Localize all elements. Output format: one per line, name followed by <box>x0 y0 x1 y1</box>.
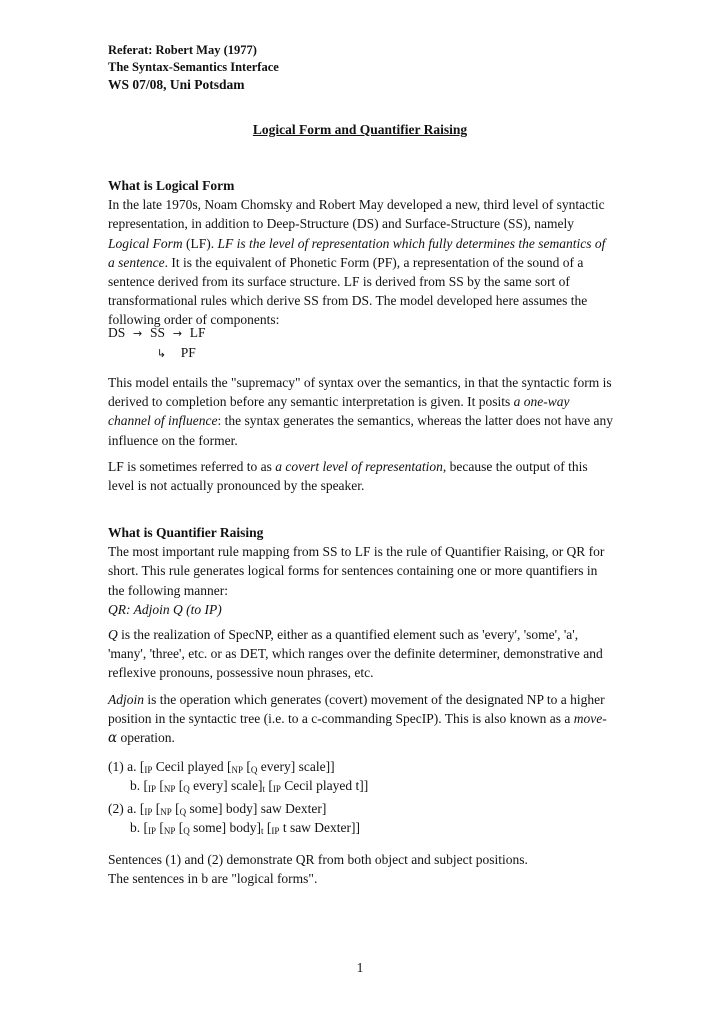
italic-text: a one-way channel of influence <box>108 394 570 429</box>
text: [ <box>143 820 148 835</box>
italic-text: Q <box>108 627 118 642</box>
subscript: Q <box>183 826 190 836</box>
text: : the syntax generates the semantics, whereas the latter does not have any influence on the former. <box>108 413 613 448</box>
text-line: Sentences (1) and (2) demonstrate QR from both object and subject positions. <box>108 852 528 867</box>
pf-label: PF <box>180 345 196 361</box>
subscript: NP <box>231 765 243 775</box>
paragraph <box>108 373 614 450</box>
section-quantifier-raising <box>108 523 614 619</box>
subscript: t <box>261 826 264 836</box>
header-line-2: The Syntax-Semantics Interface <box>108 60 279 74</box>
text: [ <box>265 778 273 793</box>
text: Cecil played [ <box>152 759 232 774</box>
ds-label: DS <box>108 325 126 340</box>
text: some] body] saw Dexter] <box>186 801 327 816</box>
text: . It is the equivalent of Phonetic Form (PF), a representation of the sound of a sentence derived from its surface structure. LF is derived from SS by the same sort of transformational rules which derive SS from DS. The model developed here assumes the following order of components: <box>108 254 588 328</box>
paragraph <box>108 690 614 749</box>
subscript: t <box>262 784 265 794</box>
page-number: 1 <box>356 960 364 975</box>
subscript: IP <box>271 826 280 836</box>
flow-row-2 <box>108 343 206 363</box>
text: [ <box>156 778 164 793</box>
example-1b <box>130 776 368 795</box>
paragraph: The most important rule mapping from SS to LF is the rule of Quantifier Raising, or QR for short. This rule generates logical forms for sentences containing one or more quantifiers in the following manner: <box>108 544 605 598</box>
text: [ <box>156 820 164 835</box>
flow-row-1 <box>108 323 206 343</box>
section-heading: What is Quantifier Raising <box>108 525 264 540</box>
document-title: Logical Form and Quantifier Raising <box>252 122 468 137</box>
text: is the realization of SpecNP, either as a quantified element such as 'every', 'some', 'a', 'many', 'three', etc. or as DET, which ranges over the definite determiner, demonstrative and reflexive pronouns, possessive noun phrases, etc. <box>108 627 603 681</box>
text: some] body] <box>189 820 262 835</box>
example-2b <box>130 818 360 837</box>
text: LF is sometimes referred to as <box>108 459 276 474</box>
header-line-3: WS 07/08, Uni Potsdam <box>108 77 245 92</box>
text: [ <box>143 778 148 793</box>
example-number: (1) a. <box>108 759 140 774</box>
example-number: b. <box>130 820 144 835</box>
subscript: Q <box>179 807 187 817</box>
example-1a <box>108 757 335 776</box>
alpha-symbol: α <box>108 730 118 747</box>
paragraph <box>108 195 614 329</box>
arrow-right-icon: → <box>133 327 143 340</box>
ss-label: SS <box>150 325 166 340</box>
italic-text: Adjoin <box>108 692 144 707</box>
paragraph <box>108 457 614 495</box>
subscript: IP <box>272 784 281 794</box>
italic-text: Logical Form <box>108 235 183 251</box>
text: every] scale] <box>189 778 263 793</box>
text: [ <box>152 801 161 816</box>
closing-paragraph <box>108 850 614 888</box>
text: t saw Dexter]] <box>279 820 361 835</box>
example-2a <box>108 799 326 818</box>
text: Cecil played t]] <box>280 778 369 793</box>
subscript: Q <box>183 784 190 794</box>
text: This model entails the "supremacy" of syntax over the semantics, in that the syntactic form is derived to completion before any semantic interpretation is given. It posits <box>108 375 612 410</box>
subscript: NP <box>160 807 172 817</box>
subscript: IP <box>148 826 157 836</box>
italic-text: LF is the level of representation which fully determines the semantics of a sentence <box>108 235 606 270</box>
text: In the late 1970s, Noam Chomsky and Robert May developed a new, third level of syntactic representation, in addition to Deep-Structure (DS) and Surface-Structure (SS), namely <box>108 197 605 232</box>
text: [ <box>171 801 180 816</box>
header-line-1: Referat: Robert May (1977) <box>108 43 257 57</box>
subscript: IP <box>144 807 153 817</box>
text: is the operation which generates (covert) movement of the designated NP to a higher position in the syntactic tree (i.e. to a c-commanding SpecIP). This is also known as a <box>108 692 605 727</box>
text: every] scale]] <box>257 759 335 774</box>
section-heading: What is Logical Form <box>108 178 235 193</box>
text: [ <box>263 820 272 835</box>
arrow-down-right-icon: ↳ <box>156 347 166 361</box>
text: , because the output of this level is not actually pronounced by the speaker. <box>108 459 588 494</box>
italic-text: move- <box>573 711 607 727</box>
arrow-right-icon: → <box>172 327 183 340</box>
section-logical-form <box>108 176 614 330</box>
text: operation. <box>117 730 175 746</box>
text: [ <box>243 759 251 774</box>
text: [ <box>139 759 145 774</box>
subscript: Q <box>250 765 258 775</box>
component-order-diagram <box>108 323 206 363</box>
example-number: (2) a. <box>108 801 140 816</box>
subscript: NP <box>163 784 176 794</box>
text: [ <box>175 820 184 835</box>
text: [ <box>175 778 184 793</box>
subscript: IP <box>144 765 153 775</box>
text-line: The sentences in b are "logical forms". <box>108 871 318 887</box>
paragraph <box>108 625 614 683</box>
subscript: NP <box>163 826 176 836</box>
text: [ <box>139 801 145 816</box>
qr-rule: QR: Adjoin Q (to IP) <box>108 601 222 617</box>
example-number: b. <box>130 778 144 793</box>
subscript: IP <box>148 784 157 794</box>
document-header <box>108 42 279 93</box>
italic-text: a covert level of representation <box>275 459 443 474</box>
text: (LF). <box>182 235 218 251</box>
lf-label: LF <box>189 325 206 340</box>
